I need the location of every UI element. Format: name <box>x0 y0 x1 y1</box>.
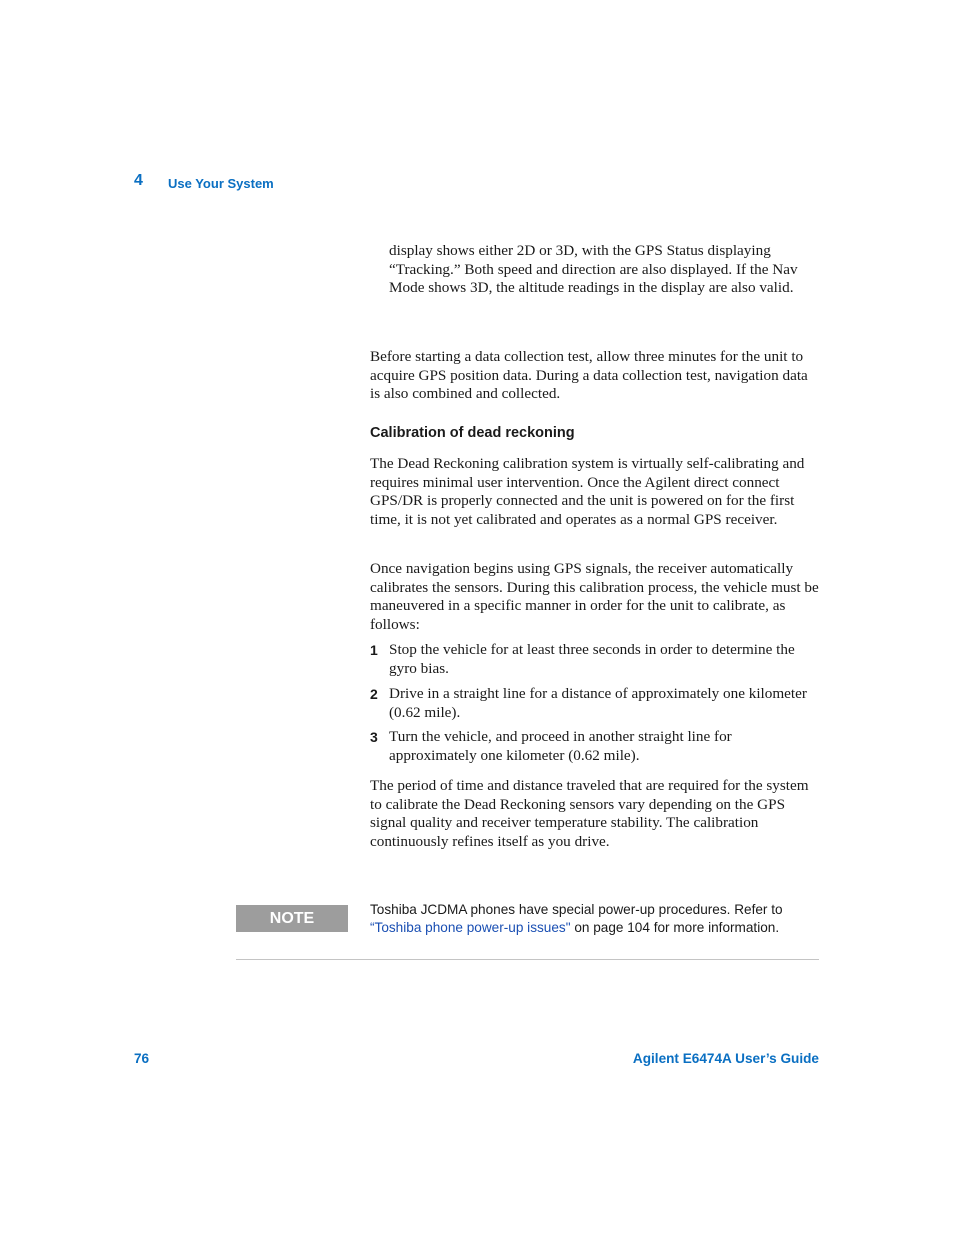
section-heading: Calibration of dead reckoning <box>370 425 575 441</box>
step-number: 1 <box>370 642 378 658</box>
step-number: 2 <box>370 686 378 702</box>
paragraph: display shows either 2D or 3D, with the GPS Status displaying “Tracking.” Both speed and direction are also displayed. If the Nav Mode shows 3D, the altitude readings in the display are also valid. <box>389 242 798 297</box>
paragraph: The period of time and distance traveled that are required for the system to calibrate the Dead Reckoning sensors vary depending on the GPS signal quality and receiver temperature stability. The calibration continuously refines itself as you drive. <box>370 777 809 851</box>
step-text: Drive in a straight line for a distance of approximately one kilometer (0.62 mile). <box>389 685 807 721</box>
paragraph: Once navigation begins using GPS signals, the receiver automatically calibrates the sensors. During this calibration process, the vehicle must be maneuvered in a specific manner in order for the unit to calibrate, as follows: <box>370 560 819 634</box>
guide-title: Agilent E6474A User’s Guide <box>632 1051 819 1066</box>
note-text <box>370 901 820 937</box>
page-number: 76 <box>134 1051 150 1066</box>
paragraph: Before starting a data collection test, allow three minutes for the unit to acquire GPS position data. During a data collection test, navigation data is also combined and collected. <box>370 348 808 403</box>
chapter-title: Use Your System <box>168 176 274 191</box>
step-text: Stop the vehicle for at least three seconds in order to determine the gyro bias. <box>389 641 795 677</box>
note-badge: NOTE <box>236 905 348 932</box>
paragraph: The Dead Reckoning calibration system is virtually self-calibrating and requires minimal user intervention. Once the Agilent direct connect GPS/DR is properly connected and the unit is powered on for the first time, it is not yet calibrated and operates as a normal GPS receiver. <box>370 455 805 529</box>
note-text-before: Toshiba JCDMA phones have special power-up procedures. Refer to <box>370 902 783 917</box>
step-number: 3 <box>370 729 378 745</box>
step-text: Turn the vehicle, and proceed in another straight line for approximately one kilometer (0.62 mile). <box>389 728 732 764</box>
divider <box>236 959 819 960</box>
chapter-number: 4 <box>134 172 143 189</box>
note-link[interactable]: “Toshiba phone power-up issues" <box>370 920 571 935</box>
note-text-after: on page 104 for more information. <box>570 920 780 935</box>
